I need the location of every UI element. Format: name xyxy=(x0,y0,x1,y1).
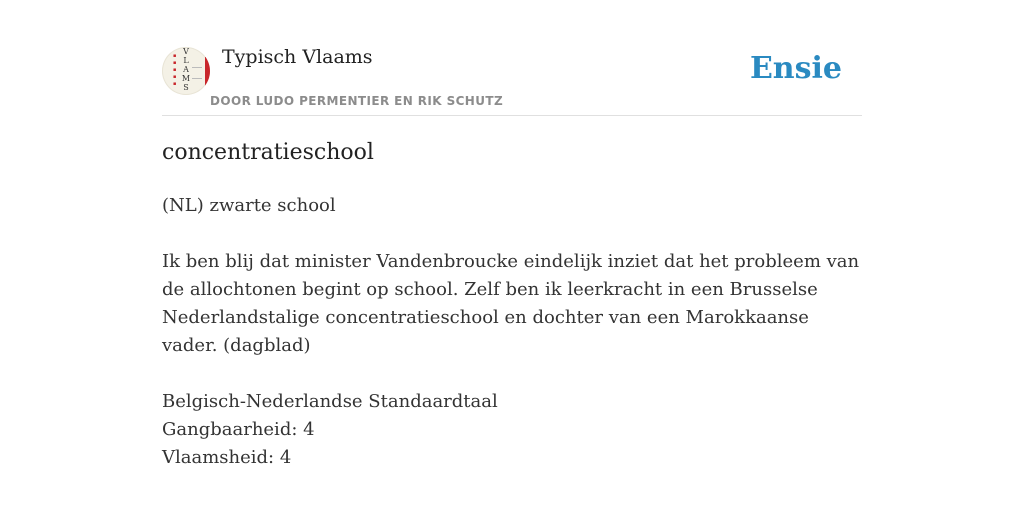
entry-vlaamsheid: Vlaamsheid: 4 xyxy=(162,447,292,468)
avatar-decoration-icon: ▪ ▪ ▪ ▪ ▪ xyxy=(173,53,177,87)
header xyxy=(162,0,862,116)
entry-body xyxy=(162,192,862,472)
entry-gangbaarheid: Gangbaarheid: 4 xyxy=(162,419,315,440)
entry-term: concentratieschool xyxy=(162,140,374,165)
entry-definition: (NL) zwarte school xyxy=(162,195,336,216)
book-cover-avatar[interactable] xyxy=(162,47,210,95)
avatar-letters: V L A M S xyxy=(181,47,191,92)
avatar-stripe-icon xyxy=(205,57,210,87)
entry-example: Ik ben blij dat minister Vandenbroucke eindelijk inziet dat het probleem van de allochtonen begint op school. Zelf ben ik leerkracht in een Brusselse Nederlandstalige concentratieschool en dochter van een Marokkaanse vader. (dagblad) xyxy=(162,251,860,356)
spacer xyxy=(162,360,862,388)
brand-logo-link[interactable]: Ensie xyxy=(749,51,842,86)
site-title-link[interactable]: Typisch Vlaams xyxy=(222,46,373,68)
avatar-lines-icon xyxy=(192,67,202,79)
entry-language-variety: Belgisch-Nederlandse Standaardtaal xyxy=(162,391,498,412)
spacer xyxy=(162,220,862,248)
entry-card xyxy=(162,0,862,468)
byline: DOOR LUDO PERMENTIER EN RIK SCHUTZ xyxy=(210,94,504,108)
